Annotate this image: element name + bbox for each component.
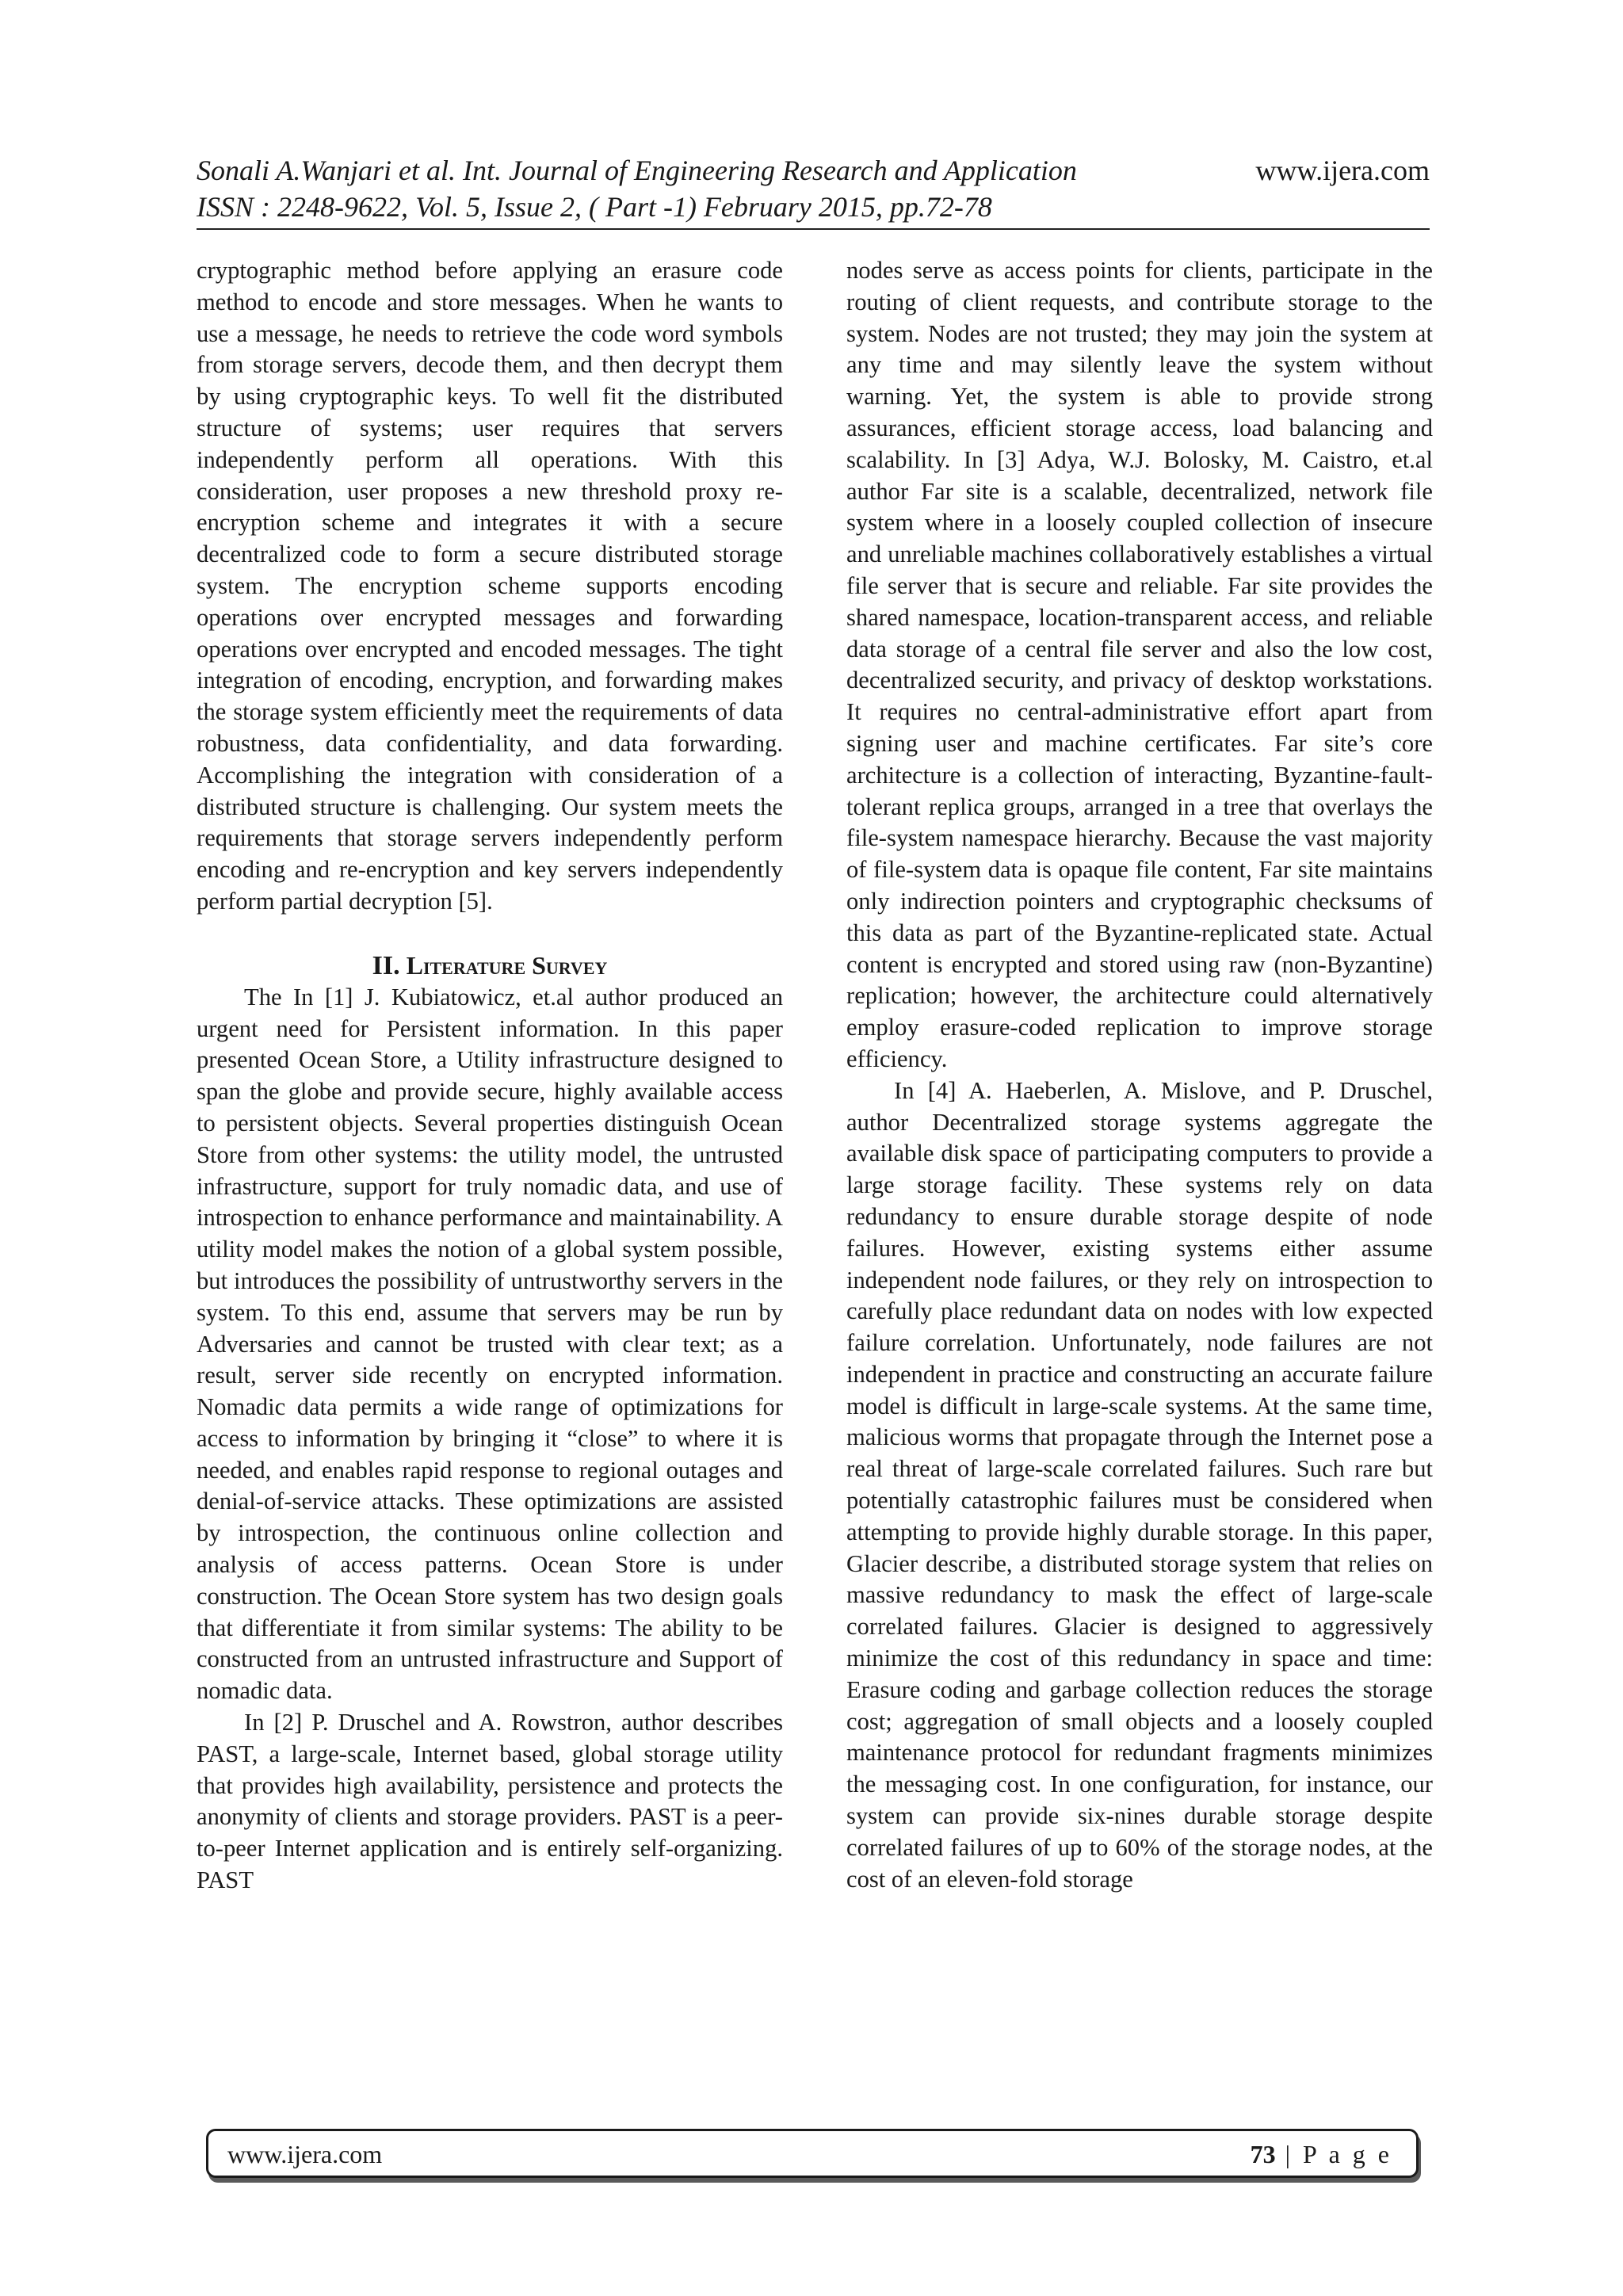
footer-website-link[interactable]: www.ijera.com	[227, 2140, 383, 2168]
header-journal-line: Sonali A.Wanjari et al. Int. Journal of Engineering Research and Application	[197, 155, 1077, 186]
section-heading	[197, 949, 783, 982]
right-paragraph-2: In [4] A. Haeberlen, A. Mislove, and P. Druschel, author Decentralized storage systems aggregate the available disk space of participating computers to provide a large storage facility. These systems rely on data redundancy to ensure durable storage despite of node failures. However, existing systems either assume independent node failures, or they rely on introspection to carefully place redundant data on nodes with low expected failure correlation. Unfortunately, node failures are not independent in practice and constructing an accurate failure model is difficult in large-scale systems. At the same time, malicious worms that propagate through the Internet pose a real threat of large-scale correlated failures. Such rare but potentially catastrophic failures must be considered when attempting to provide highly durable storage. In this paper, Glacier describe, a distributed storage system that relies on massive redundancy to mask the effect of large-scale correlated failures. Glacier is designed to aggressively minimize the cost of this redundancy in space and time: Erasure coding and garbage collection reduces the storage cost; aggregation of small objects and a loosely coupled maintenance protocol for redundant fragments minimizes the messaging cost. In one configuration, for instance, our system can provide six-nines durable storage despite correlated failures of up to 60% of the storage nodes, at the cost of an eleven-fold storage	[846, 1076, 1433, 1893]
header-issn-line: ISSN : 2248-9622, Vol. 5, Issue 2, ( Part -1) February 2015, pp.72-78	[197, 191, 992, 223]
right-column	[846, 255, 1433, 1895]
section-title: Literature Survey	[406, 950, 608, 980]
footer-page-indicator	[1251, 2137, 1392, 2171]
page-footer	[206, 2129, 1419, 2178]
left-paragraph-3: In [2] P. Druschel and A. Rowstron, author describes PAST, a large-scale, Internet based, global storage utility that provides high availability, persistence and protects the anonymity of clients and storage providers. PAST is a peer-to-peer Internet application and is entirely self-organizing. PAST	[197, 1709, 783, 1894]
page-label: | P a g e	[1285, 2140, 1392, 2168]
header-website-link[interactable]: www.ijera.com	[1255, 155, 1430, 186]
left-paragraph-1: cryptographic method before applying an erasure code method to encode and store messages. When he wants to use a message, he needs to retrieve the code word symbols from storage servers, decode them, and then decrypt them by using cryptographic keys. To well fit the distributed structure of systems; user requires that servers independently perform all operations. With this consideration, user proposes a new threshold proxy re-encryption scheme and integrates it with a secure decentralized code to form a secure distributed storage system. The encryption scheme supports encoding operations over encrypted messages and forwarding operations over encrypted and encoded messages. The tight integration of encoding, encryption, and forwarding makes the storage system efficiently meet the requirements of data robustness, data confidentiality, and data forwarding. Accomplishing the integration with consideration of a distributed structure is challenging. Our system meets the requirements that storage servers independently perform encoding and re-encryption and key servers independently perform partial decryption [5].	[197, 257, 783, 915]
section-number: II.	[372, 950, 400, 980]
left-paragraph-2: The In [1] J. Kubiatowicz, et.al author produced an urgent need for Persistent information. In this paper presented Ocean Store, a Utility infrastructure designed to span the globe and provide secure, highly available access to persistent objects. Several properties distinguish Ocean Store from other systems: the utility model, the untrusted infrastructure, support for truly nomadic data, and use of introspection to enhance performance and maintainability. A utility model makes the notion of a global system possible, but introduces the possibility of untrustworthy servers in the system. To this end, assume that servers may be run by Adversaries and cannot be trusted with clear text; as a result, server side recently on encrypted information. Nomadic data permits a wide range of optimizations for access to information by bringing it “close” to where it is needed, and enables rapid response to regional outages and denial-of-service attacks. These optimizations are assisted by introspection, the continuous online collection and analysis of access patterns. Ocean Store is under construction. The Ocean Store system has two design goals that differentiate it from similar systems: The ability to be constructed from an untrusted infrastructure and Support of nomadic data.	[197, 983, 783, 1705]
page-number: 73	[1250, 2140, 1276, 2168]
running-header	[197, 152, 1430, 230]
right-paragraph-1: nodes serve as access points for clients, participate in the routing of client requests, and contribute storage to the system. Nodes are not trusted; they may join the system at any time and may silently leave the system without warning. Yet, the system is able to provide strong assurances, efficient storage access, load balancing and scalability. In [3] Adya, W.J. Bolosky, M. Caistro, et.al author Far site is a scalable, decentralized, network file system where in a loosely coupled collection of insecure and unreliable machines collaboratively establishes a virtual file server that is secure and reliable. Far site provides the shared namespace, location-transparent access, and reliable data storage of a central file server and also the low cost, decentralized security, and privacy of desktop workstations. It requires no central-administrative effort apart from signing user and machine certificates. Far site’s core architecture is a collection of interacting, Byzantine-fault-tolerant replica groups, arranged in a tree that overlays the file-system namespace hierarchy. Because the vast majority of file-system data is opaque file content, Far site maintains only indirection pointers and cryptographic checksums of this data as part of the Byzantine-replicated state. Actual content is encrypted and stored using raw (non-Byzantine) replication; however, the architecture could alternatively employ erasure-coded replication to improve storage efficiency.	[846, 257, 1433, 1072]
left-column	[197, 255, 783, 1897]
